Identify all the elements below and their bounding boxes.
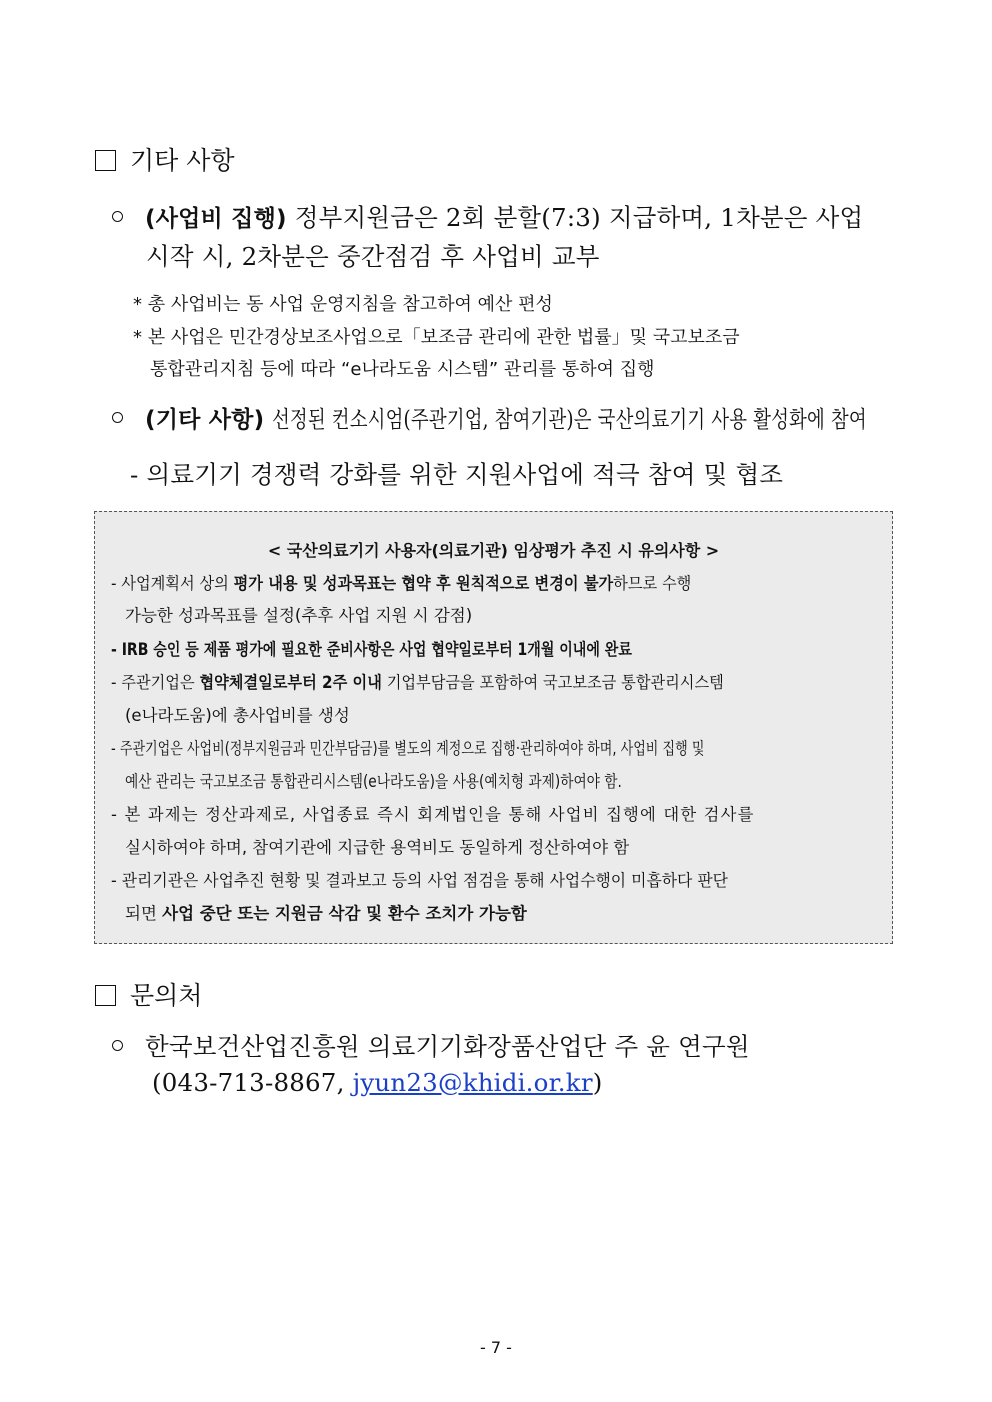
notice-line: - 주관기업은 사업비(정부지원금과 민간부담금)를 별도의 계정으로 집행·관리하여야 하며, 사업비 집행 및: [111, 739, 705, 758]
notice-title: < 국산의료기기 사용자(의료기관) 임상평가 추진 시 유의사항 >: [267, 541, 720, 560]
text: 기업부담금을 포함하여 국고보조금 통합관리시스템: [381, 673, 724, 692]
notice-line: - 본 과제는 정산과제로, 사업종료 즉시 회계법인을 통해 사업비 집행에 대한 검사를: [111, 805, 755, 824]
contact-name: 한국보건산업진흥원 의료기기화장품산업단 주 윤 연구원: [145, 1032, 750, 1061]
checkbox-square-icon: [95, 985, 116, 1006]
phone-number: (043-713-8867,: [152, 1068, 353, 1097]
item-etc: [112, 401, 992, 434]
section-heading-etc: [95, 141, 235, 177]
text: - 주관기업은: [111, 673, 200, 692]
notice-bullet: [111, 669, 883, 693]
emphasis: 평가 내용 및 성과목표는 협약 후 원칙적으로 변경이 불가: [233, 574, 614, 593]
notice-line: 가능한 성과목표를 설정(추후 사업 지원 시 감점): [125, 606, 473, 625]
notice-line: (e나라도움)에 총사업비를 생성: [125, 706, 350, 725]
section-title: 기타 사항: [130, 146, 235, 175]
item-label: (기타 사항): [145, 407, 265, 433]
notice-bullet-bold: [111, 636, 883, 660]
note-line: * 총 사업비는 동 사업 운영지침을 참고하여 예산 편성: [133, 294, 553, 315]
notice-line: - 관리기관은 사업추진 현황 및 결과보고 등의 사업 점검을 통해 사업수행이 미흡하다 판단: [111, 871, 728, 890]
notice-line: [111, 570, 691, 594]
email-link[interactable]: jyun23@khidi.or.kr: [352, 1068, 593, 1097]
note-line: 통합관리지침 등에 따라 “e나라도움 시스템” 관리를 통하여 집행: [150, 359, 655, 380]
contact-details: [152, 1068, 603, 1097]
notice-line: [111, 669, 724, 693]
text: 예산 관리는 국고보조금 통합관리시스템(e나라도움)을 사용(예치형 과제)하여야 함.: [125, 772, 622, 791]
circle-bullet-icon: [112, 412, 123, 423]
notice-bullet: [111, 570, 883, 594]
notice-box: [94, 511, 893, 944]
notice-line: [125, 900, 897, 924]
section-title: 문의처: [130, 981, 203, 1010]
item-budget-line2: 시작 시, 2차분은 중간점검 후 사업비 교부: [146, 242, 600, 271]
text: - 사업계획서 상의: [111, 574, 234, 593]
page-number: - 7 -: [480, 1338, 512, 1357]
emphasis: 협약체결일로부터 2주 이내: [199, 673, 382, 692]
section-heading-contact: [95, 976, 202, 1012]
item-budget-execution: [112, 199, 863, 234]
note-line: * 본 사업은 민간경상보조사업으로「보조금 관리에 관한 법률」및 국고보조금: [133, 327, 740, 348]
paren: ): [592, 1068, 603, 1097]
notice-bullet: [111, 735, 883, 759]
notice-bullet: [111, 801, 883, 825]
circle-bullet-icon: [112, 1040, 123, 1051]
text: 되면: [125, 904, 163, 923]
checkbox-square-icon: [95, 150, 116, 171]
contact-line: [112, 1028, 750, 1063]
notice-bullet: [111, 867, 883, 891]
item-text: 선정된 컨소시엄(주관기업, 참여기관)은 국산의료기기 사용 활성화에 참여: [272, 407, 868, 433]
text: 하므로 수행: [613, 574, 692, 593]
notice-line: 실시하여야 하며, 참여기관에 지급한 용역비도 동일하게 정산하여야 함: [125, 838, 630, 857]
item-label: (사업비 집행): [145, 206, 287, 232]
notice-line: - IRB 승인 등 제품 평가에 필요한 준비사항은 사업 협약일로부터 1개월 이내에 완료: [111, 640, 632, 659]
item-text: 정부지원금은 2회 분할(7:3) 지급하며, 1차분은 사업: [294, 203, 864, 232]
circle-bullet-icon: [112, 211, 123, 222]
dash-item: - 의료기기 경쟁력 강화를 위한 지원사업에 적극 참여 및 협조: [130, 460, 784, 489]
notice-line: [125, 768, 897, 792]
emphasis: 사업 중단 또는 지원금 삭감 및 환수 조치가 가능함: [162, 904, 527, 923]
